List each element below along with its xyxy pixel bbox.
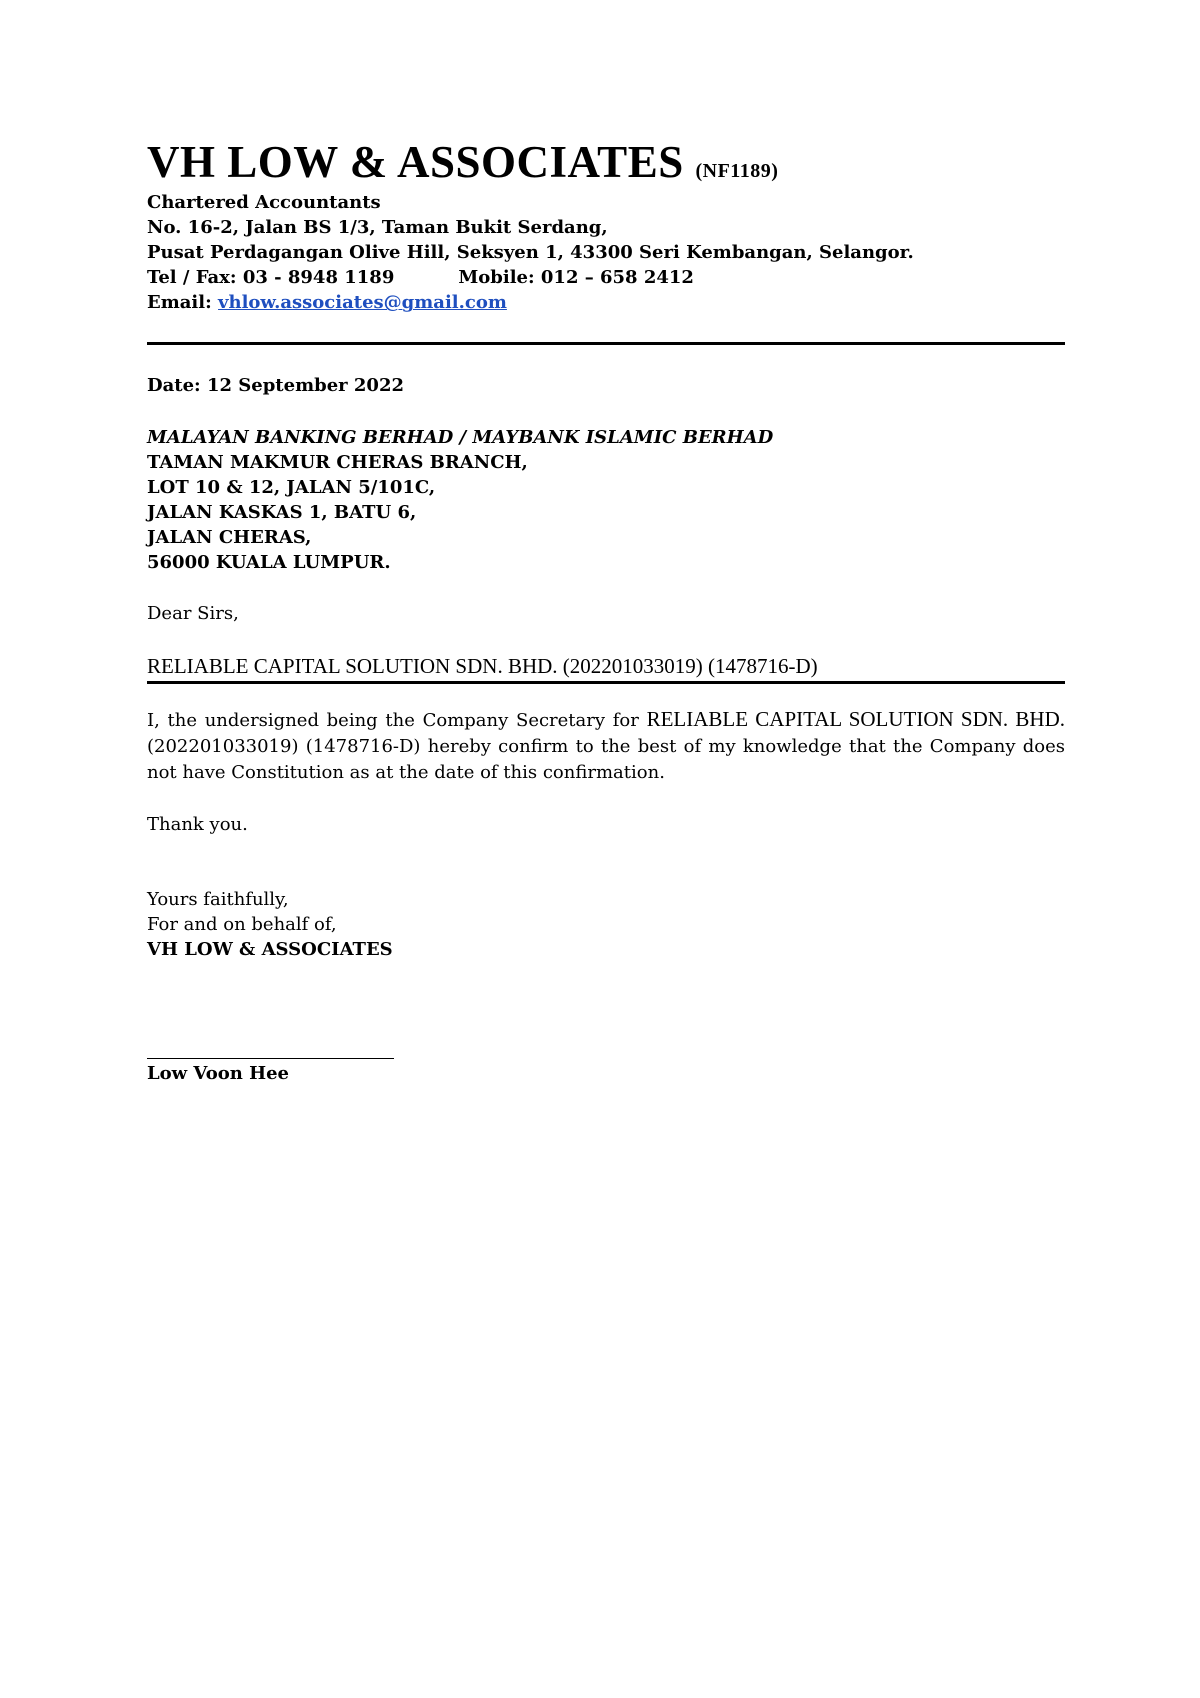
body-text-start: I, the undersigned being the Company Secretary for (147, 710, 647, 731)
firm-subtitle: Chartered Accountants (147, 192, 381, 213)
firm-registration: (NF1189) (695, 160, 779, 182)
email-link[interactable]: vhlow.associates@gmail.com (218, 292, 507, 313)
thank-you: Thank you. (147, 814, 248, 835)
closing-line-1: Yours faithfully, (147, 889, 289, 910)
letterhead-divider (147, 342, 1065, 345)
salutation: Dear Sirs, (147, 603, 239, 624)
recipient-address-line: LOT 10 & 12, JALAN 5/101C, (147, 477, 436, 498)
recipient-address-line: JALAN CHERAS, (147, 527, 312, 548)
company-name: RELIABLE CAPITAL SOLUTION SDN. BHD. (646, 707, 1066, 731)
firm-name: VH LOW & ASSOCIATES (147, 137, 684, 187)
recipient-name: MALAYAN BANKING BERHAD / MAYBANK ISLAMIC BERHAD (147, 427, 774, 448)
letterhead (147, 137, 1065, 190)
closing-firm: VH LOW & ASSOCIATES (147, 939, 393, 960)
body-text-end: (202201033019) (1478716-D) hereby confirm to the best of my knowledge that the Company does not have Constitution as at the date of this confirmation. (147, 736, 1065, 783)
tel-fax: Tel / Fax: 03 - 8948 1189 (147, 267, 395, 288)
closing-block (147, 887, 1065, 962)
firm-address-line-2: Pusat Perdagangan Olive Hill, Seksyen 1, 43300 Seri Kembangan, Selangor. (147, 242, 914, 263)
firm-contact-line (147, 265, 1065, 290)
letter-page (147, 137, 1066, 1086)
recipient-address-line: TAMAN MAKMUR CHERAS BRANCH, (147, 452, 528, 473)
recipient-address-line: 56000 KUALA LUMPUR. (147, 552, 391, 573)
email-label: Email: (147, 292, 212, 313)
body-paragraph (147, 706, 1065, 786)
recipient-address-line: JALAN KASKAS 1, BATU 6, (147, 502, 417, 523)
signature-line (147, 1058, 394, 1059)
firm-address-line-1: No. 16-2, Jalan BS 1/3, Taman Bukit Serdang, (147, 217, 608, 238)
firm-email-line (147, 290, 1065, 315)
letter-date: Date: 12 September 2022 (147, 375, 405, 396)
mobile-number: Mobile: 012 – 658 2412 (458, 267, 694, 288)
closing-line-2: For and on behalf of, (147, 914, 337, 935)
recipient-address (147, 425, 1065, 575)
subject-line: RELIABLE CAPITAL SOLUTION SDN. BHD. (202201033019) (1478716-D) (147, 652, 1065, 684)
signer-name: Low Voon Hee (147, 1063, 290, 1084)
